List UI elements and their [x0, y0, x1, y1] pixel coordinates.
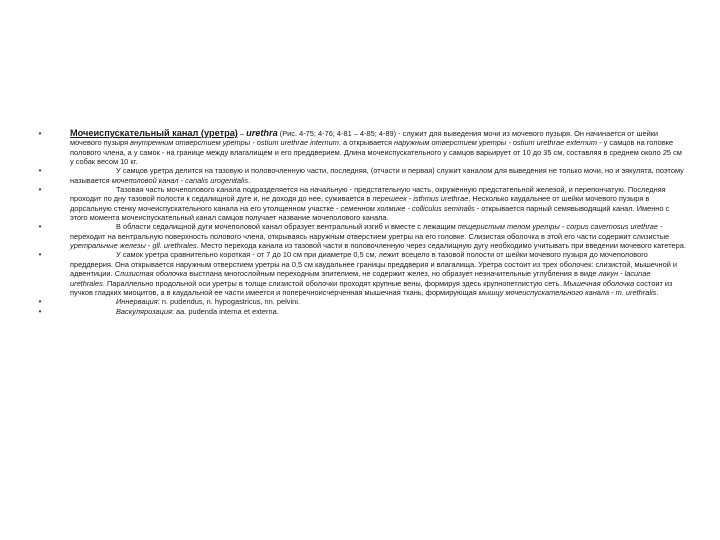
bullet-icon: •	[38, 166, 42, 176]
text-run: У самок уретра сравнительно короткая - от 7 до 10 см при диаметре 0,5 см, лежит всецело в тазовой полости от шейки мочевого пузыря до мочеполового преддверия. Она открывается наружным отверстием уретры на 0,5 см каудальнее границы преддверия и влагалища. Уретра состоит из трех оболочек: слизистой, мышечной и адвентиции.	[70, 250, 678, 279]
bullet-icon: •	[38, 185, 42, 195]
text-run: В области седалищной дуги мочеполовой канал образует вентральный изгиб и вместе с лежащим	[116, 222, 458, 232]
paragraph-innervation	[36, 297, 686, 306]
bullet-icon: •	[38, 129, 42, 138]
bullet-icon: •	[38, 297, 42, 307]
heading-term: Мочеиспускательный канал (уретра)	[70, 128, 238, 138]
text-run: У самцов уретра делится на тазовую и половочленную части, последняя, (отчасти и первая) служит каналом для выведения не только мочи, но и эякулята, поэтому называется	[70, 166, 684, 185]
text-run: - переходит на вентральную поверхность полового члена, открываясь наружным отверстием уретры на его головке. Слизистая оболочка в этой его части содержит слизистые	[70, 222, 670, 241]
italic-term: лакун - lacunae urethrales	[70, 269, 651, 288]
italic-term: Иннервация	[116, 297, 158, 307]
italic-term: Васкуляризация	[116, 306, 172, 316]
paragraph-ischial-arch	[36, 222, 686, 250]
italic-term: внутренним отверстием уретры - ostium urethrae internum	[130, 138, 339, 148]
paragraph-pelvic-part	[36, 185, 686, 222]
paragraph-female-urethra	[36, 250, 686, 297]
text-run: состоит из пучков гладких миоцитов, а в каудальной ее части имеется и поперечноисчерченная мышечная ткань, формирующая	[70, 278, 673, 297]
latin-term: urethra	[246, 128, 278, 138]
text-run: - открывается парный семявыводящий канал. Именно с этого момента мочеиспускательный канал самцов получает название мочеполового канала.	[70, 203, 670, 223]
paragraph-male-urethra	[36, 166, 686, 185]
text-run: : n. pudendus, n. hypogastricus, nn. pelvini.	[157, 297, 300, 307]
italic-term: уретральные железы - gll. urethrales	[70, 241, 197, 251]
figure-reference: (Рис. 4-75; 4-76; 4-81 – 4-85; 4-89)	[277, 129, 397, 138]
italic-term: наружным отверстием уретры - ostium urethrae externum	[394, 138, 598, 148]
text-run: - у самцов на головке полового члена, а у самок - на границе между влагалищем и его преддверием. Длина мочеиспускательного у самцов варьирует от 10 до 35 см, составляя в среднем около 25 см у собак весом 10 кг.	[70, 138, 682, 167]
paragraph-text	[70, 166, 686, 185]
paragraph-vascularization	[36, 307, 686, 316]
text-run: Тазовая часть мочеполового канала подразделяется на начальную - предстательную часть, окруженную предстательной железой, и перепончатую. Последняя проходит по дну тазовой полости к седалищной дуге и, не доходя до нее, суживается в	[70, 185, 666, 204]
paragraph-text	[70, 222, 686, 250]
paragraph-text	[70, 250, 686, 297]
text-run: . Место перехода канала из тазовой части в половочленную через седалищную дугу необходимо учитывать при введении мочевого катетера.	[196, 241, 686, 251]
bullet-icon: •	[38, 250, 42, 260]
italic-term: Мышечная оболочка	[563, 278, 635, 288]
paragraph-text	[70, 185, 686, 222]
text-run: . Параллельно продольной оси уретры в толще слизистой оболочки проходят крупные вены, формируя здесь крупнопетлистую сеть.	[102, 278, 564, 288]
paragraph-text	[70, 129, 686, 166]
text-run: . Несколько каудальнее от шейки мочевого пузыря в дорсальную стенку мочеиспускательного канала на его утолщенном участке -	[70, 194, 650, 213]
text-run: .	[248, 175, 251, 185]
text-run: , а открывается	[338, 138, 395, 148]
text-body	[36, 129, 686, 316]
italic-term: семенном холмике - colliculus seminalis	[340, 203, 475, 213]
paragraph-text	[70, 297, 686, 306]
paragraph-text	[70, 307, 686, 316]
italic-term: мышцу мочеиспускательного канала - m. urethralis	[478, 287, 657, 297]
italic-term: Слизистая оболочка	[114, 269, 188, 279]
text-run: - служит для выведения мочи из мочевого пузыря. Он начинается от шейки мочевого пузыря	[70, 129, 659, 148]
italic-term: мочеполовой канал - canalis urogenitalis	[111, 175, 249, 185]
bullet-icon: •	[38, 222, 42, 232]
dash: –	[237, 129, 247, 138]
text-run: .	[656, 287, 659, 297]
text-run: выстлана многослойным переходным эпителием, не содержит желез, но образует незначительные углубления в виде	[187, 269, 599, 279]
paragraph-urethra-definition	[36, 129, 686, 166]
italic-term: перешеек - isthmus urethrae	[372, 194, 469, 204]
text-run: : aa. pudenda interna et externa.	[171, 306, 279, 316]
italic-term: пещеристым телом уретры - corpus cavernosus urethrae	[457, 222, 659, 232]
bullet-icon: •	[38, 306, 42, 316]
